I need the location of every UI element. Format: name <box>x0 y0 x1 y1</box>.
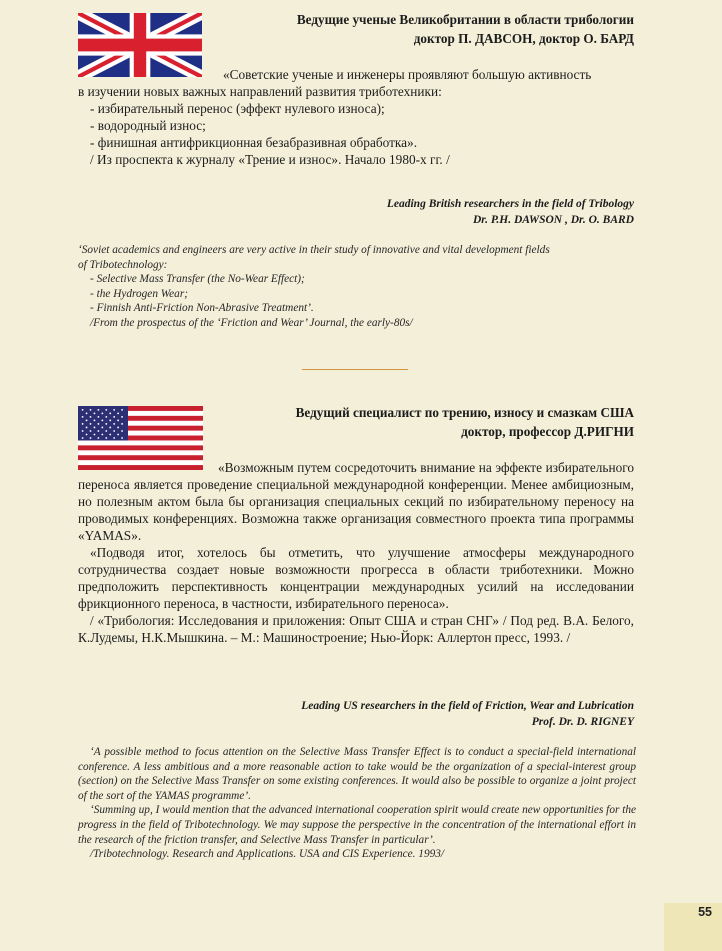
us-quote-ru <box>78 459 634 646</box>
us-heading-ru-line1: Ведущий специалист по трению, износу и смазкам США <box>295 405 634 420</box>
us-paragraph-2-en: ‘Summing up, I would mention that the advanced international cooperation spirit would create new opportunities for the progress in the field of Tribotechnology. We may suppose the perspective in the concentration of the international effort in the research of the friction transfer, and Selective Mass Transfer in particular’. <box>78 804 636 846</box>
us-paragraph-1: «Возможным путем сосредоточить внимание на эффекте избирательного переноса является проведение специальной международной конференции. Менее амбициозным, но полезным актом была бы организация специальных секций по избирательному переносу на проводимых конференциях. Возможна также организация совместного проекта типа программы «YAMAS». <box>78 460 634 543</box>
uk-list-en-item: - the Hydrogen Wear; <box>90 287 188 300</box>
us-quote-en <box>78 745 636 862</box>
us-paragraph-1-en: ‘A possible method to focus attention on the Selective Mass Transfer Effect is to conduct a special-field international conference. A less ambitious and a more reasonable action to take would be the organization of a special-interest group (section) on the Selective Mass Transfer on some existing conferences. It would also be possible to organize a joint project of the sort of the YAMAS programme’. <box>78 746 636 802</box>
uk-heading-en-line1: Leading British researchers in the field of Tribology <box>386 198 634 210</box>
uk-list-ru-item: - избирательный перенос (эффект нулевого износа); <box>90 101 385 116</box>
uk-heading-ru-line1: Ведущие ученые Великобритании в области трибологии <box>296 12 634 27</box>
us-heading-en-line1: Leading US researchers in the field of Friction, Wear and Lubrication <box>301 700 634 712</box>
uk-quote-en-line2: of Tribotechnology: <box>78 258 168 271</box>
uk-heading-ru-line2: доктор П. ДАВСОН, доктор О. БАРД <box>413 31 634 46</box>
us-paragraph-2: «Подводя итог, хотелось бы отметить, что улучшение атмосферы международного сотрудничества создает новые возможности прогресса в области триботехники. Можно предположить перспективность концентрации международных усилий на исследовании фрикционного переноса, в частности, избирательного переноса». <box>78 545 634 611</box>
uk-heading-en-line2: Dr. P.H. DAWSON , Dr. O. BARD <box>472 214 634 226</box>
uk-source-en: /From the prospectus of the ‘Friction and Wear’ Journal, the early-80s/ <box>90 316 413 329</box>
uk-quote-ru-line2: в изучении новых важных направлений развития триботехники: <box>78 84 442 99</box>
uk-quote-ru <box>78 66 634 168</box>
uk-list-ru-item: - финишная антифрикционная безабразивная обработка». <box>90 135 418 150</box>
uk-list-ru-item: - водородный износ; <box>90 118 206 133</box>
page-number: 55 <box>698 905 712 919</box>
uk-list-en-item: - Finnish Anti-Friction Non-Abrasive Treatment’. <box>90 302 314 315</box>
section-divider <box>302 369 408 370</box>
uk-list-en-item: - Selective Mass Transfer (the No-Wear Effect); <box>90 273 305 286</box>
page-number-tab <box>664 903 722 951</box>
uk-quote-en <box>78 243 636 331</box>
us-source-en: /Tribotechnology. Research and Applications. USA and CIS Experience. 1993/ <box>90 848 445 861</box>
us-heading-ru <box>296 403 634 441</box>
uk-heading-en <box>387 196 634 228</box>
us-heading-en <box>301 698 634 730</box>
us-source-ru: / «Трибология: Исследования и приложения: Опыт США и стран СНГ» / Под ред. В.А. Белого, К.Лудемы, Н.К.Мышкина. – М.: Машиностроение; Нью-Йорк: Аллертон пресс, 1993. / <box>78 613 634 645</box>
uk-source-ru: / Из проспекта к журналу «Трение и износ». Начало 1980-х гг. / <box>90 152 450 167</box>
us-heading-ru-line2: доктор, профессор Д.РИГНИ <box>461 424 634 439</box>
uk-quote-ru-line1: «Советские ученые и инженеры проявляют большую активность <box>223 67 592 82</box>
uk-heading-ru <box>297 10 634 48</box>
us-heading-en-line2: Prof. Dr. D. RIGNEY <box>531 716 634 728</box>
uk-quote-en-line1: ‘Soviet academics and engineers are very active in their study of innovative and vital development fields <box>78 244 550 256</box>
